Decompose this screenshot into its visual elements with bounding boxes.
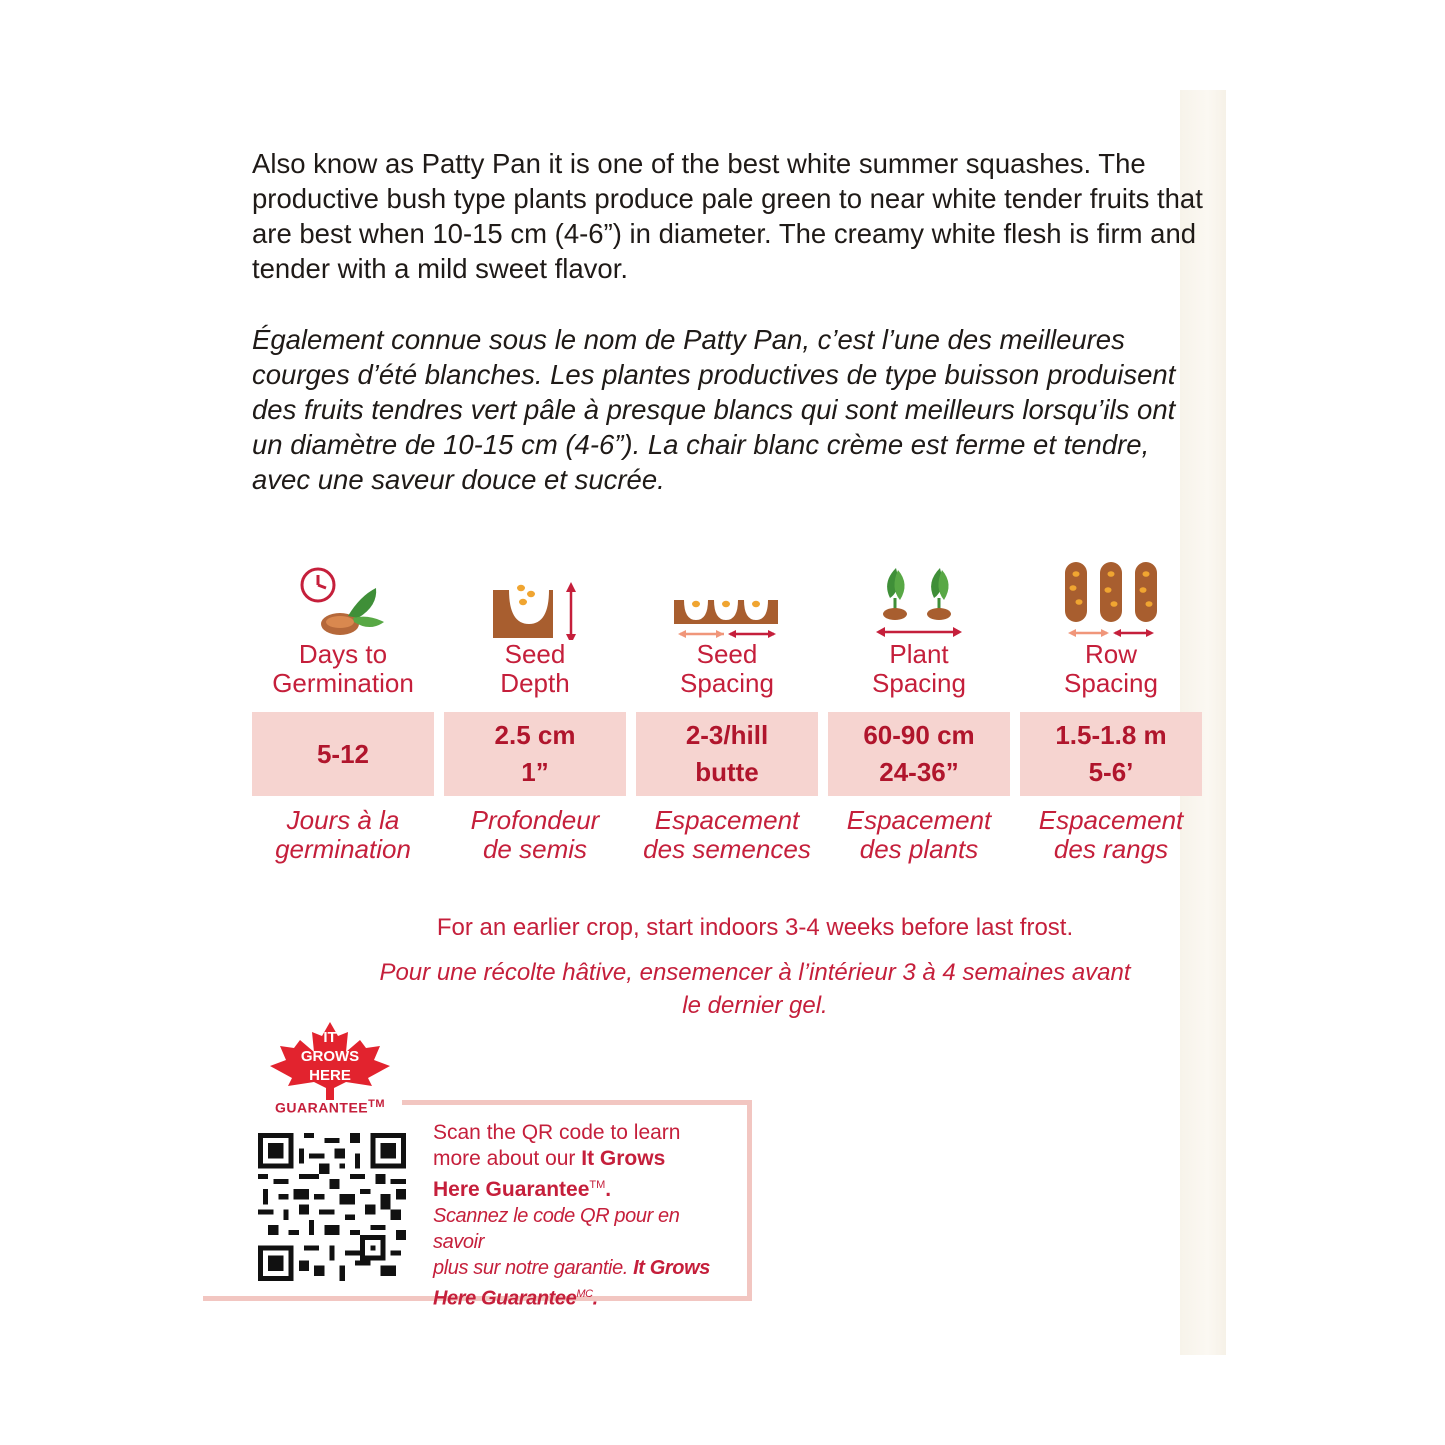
qr-en-line-1: Scan the QR code to learn [433, 1121, 681, 1144]
stat-plant-spacing [828, 558, 1010, 864]
label-fr-line-1: Jours à la [286, 805, 400, 835]
badge-line-3: HERE [309, 1067, 351, 1084]
indoor-tip-english: For an earlier crop, start indoors 3-4 weeks before last frost. [436, 914, 1074, 941]
value-line-1: 60-90 cm [863, 720, 975, 750]
label-fr-line-2: des semences [643, 834, 811, 864]
label-fr-line-2: des rangs [1053, 834, 1169, 864]
label-en-line-2: Spacing [872, 668, 966, 698]
value-line-1: 2.5 cm [494, 720, 576, 750]
label-en-line-2: Germination [272, 668, 414, 698]
qr-fr-line-1: Scannez le code QR pour en savoir [433, 1205, 680, 1253]
value-box [636, 712, 818, 796]
qr-description: Scan the QR code to learn more about our It Grows Here Guarantee™. Scannez le code QR pour en savoir plus sur notre garantie. It Grows Here Guarantee$^{MC}$. [433, 1120, 733, 1312]
value-box [252, 712, 434, 796]
label-en-line-2: Depth [500, 668, 570, 698]
label-fr-line-2: de semis [482, 834, 588, 864]
stat-seed-spacing [636, 558, 818, 864]
label-fr-line-1: Profondeur [470, 805, 600, 835]
qr-code-icon[interactable] [258, 1133, 406, 1281]
label-en-line-1: Plant [889, 639, 949, 669]
label-en-line-1: Days to [298, 639, 388, 669]
label-fr-line-1: Espacement [1038, 805, 1184, 835]
label-en-line-1: Row [1084, 639, 1137, 669]
indoor-tip-french-line-1: Pour une récolte hâtive, ensemencer à l’intérieur 3 à 4 semaines avant [379, 959, 1131, 986]
value-line-1: 1.5-1.8 m [1055, 720, 1167, 750]
label-fr-line-2: des plants [859, 834, 979, 864]
value-box [828, 712, 1010, 796]
qr-en-bold-2: Here Guarantee [433, 1178, 590, 1201]
label-fr-line-1: Espacement [654, 805, 800, 835]
value-line-2: 5-6’ [1088, 757, 1134, 787]
value-line-2: 24-36” [879, 757, 959, 787]
qr-fr-line-2: plus sur notre garantie. [433, 1257, 628, 1279]
germination-clock-icon [252, 558, 434, 640]
value-line-2: butte [695, 757, 759, 787]
plant-spacing-icon [828, 558, 1010, 640]
qr-fr-bold-2: Here Guarantee [433, 1287, 577, 1310]
seed-depth-icon [444, 558, 626, 640]
qr-en-line-2: more about our [433, 1147, 576, 1170]
description-french: Également connue sous le nom de Patty Pan, c’est l’une des meilleures courges d’été blanches. Les plantes productives de type buisson produisent des fruits tendres vert pâle à presque blancs qui sont meilleurs lorsqu’ils ont un diamètre de 10-15 cm (4-6”). La chair blanc crème est ferme et tendre, avec une saveur douce et sucrée. [252, 324, 1176, 495]
label-en-line-1: Seed [504, 639, 566, 669]
value-box [444, 712, 626, 796]
label-en-line-1: Seed [696, 639, 758, 669]
qr-en-bold-1: It Grows [581, 1147, 666, 1170]
qr-frame-top [402, 1100, 752, 1105]
label-en-line-2: Spacing [680, 668, 774, 698]
qr-fr-bold-1: It Grows [633, 1257, 710, 1279]
label-en-line-2: Spacing [1064, 668, 1158, 698]
stat-days-to-germination [252, 558, 434, 864]
seed-spacing-icon [636, 558, 818, 640]
indoor-tip-french-line-2: le dernier gel. [682, 992, 828, 1019]
indoor-tip-french [352, 956, 1158, 1022]
label-fr-line-2: germination [275, 834, 411, 864]
badge-line-2: GROWS [300, 1048, 360, 1065]
badge-line-1: IT [323, 1029, 337, 1046]
value-line-2: 1” [521, 757, 549, 787]
stat-row-spacing [1020, 558, 1202, 864]
description-english: Also know as Patty Pan it is one of the best white summer squashes. The productive bush type plants produce pale green to near white tender fruits that are best when 10-15 cm (4-6”) in diameter. The creamy white flesh is firm and tender with a mild sweet flavor. [252, 148, 1203, 284]
row-spacing-icon [1020, 558, 1202, 640]
badge-guarantee: GUARANTEE™ [274, 1098, 386, 1116]
value-line-1: 5-12 [316, 738, 370, 769]
value-box [1020, 712, 1202, 796]
stat-seed-depth [444, 558, 626, 864]
label-fr-line-1: Espacement [846, 805, 992, 835]
value-line-1: 2-3/hill [685, 720, 769, 750]
